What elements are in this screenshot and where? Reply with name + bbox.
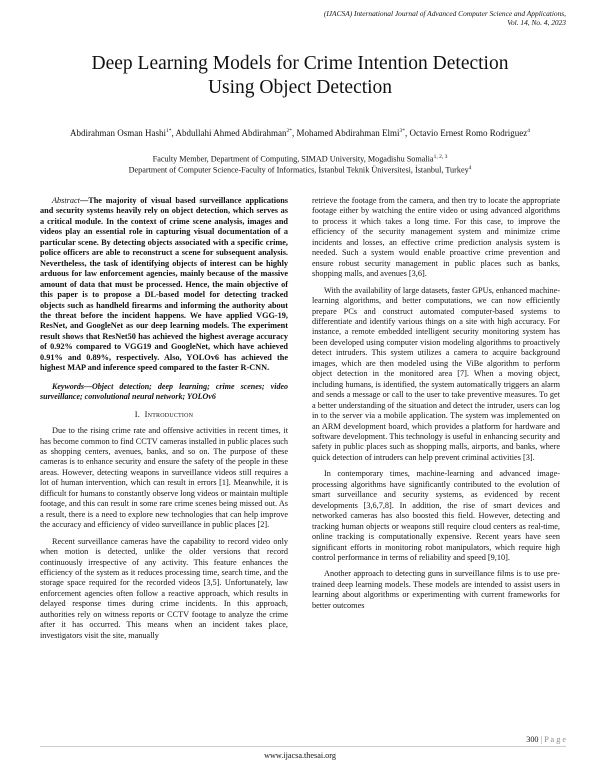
page-number xyxy=(526,735,566,744)
abstract-label: Abstract xyxy=(52,196,80,205)
abstract-text: —The majority of visual based surveillance applications and security systems heavily rely on object detection, which serves as a critical module. In the context of crime scene analysis, images and videos play an essential role in capturing visual documentation of a particular scene. By detecting objects associated with a specific crime, police officers are able to reconstruct a scene for subsequent analysis. Nevertheless, the task of identifying objects of interest can be highly arduous for law enforcement agencies, mainly because of the massive amount of data that must be processed. Hence, the main objective of this paper is to propose a DL-based model for detecting tracked objects such as handheld firearms and informing the authority about the threat before the incident happens. We have applied VGG-19, ResNet, and GoogleNet as our deep learning models. The experiment result shows that ResNet50 has achieved the highest average accuracy of 0.92% compared to VGG19 and GoogleNet, which have achieved 0.91% and 0.89%, respectively. Also, YOLOv6 has achieved the highest MAP and inference speed compared to the faster R-CNN. xyxy=(40,196,288,373)
paragraph: Recent surveillance cameras have the capability to record video only when motion is detected, unlike the older versions that record continuously irrespective of any activity. This feature enhances the efficiency of the system as it reduces processing time, search time, and the storage space required for the recorded videos [3,5]. Unfortunately, law enforcement agencies often follow a reactive approach, which results in delayed response times during crime incidents. In this approach, authorities rely on witness reports or CCTV footage to analyze the crime after it has occurred. This means when an incident takes place, investigators visit the site, manually xyxy=(40,536,288,640)
affiliation-2-text: Department of Computer Science-Faculty of Informatics, İstanbul Teknik Üniversitesi, İstanbul, Turkey xyxy=(128,165,469,175)
right-column xyxy=(312,196,560,617)
footer-divider xyxy=(40,746,566,747)
paragraph: Another approach to detecting guns in surveillance films is to use pre-trained deep learning models. These models are intended to assist users in learning about algorithms or experimenting with current frameworks for better outcomes xyxy=(312,569,560,610)
section-title: Introduction xyxy=(144,409,194,419)
paragraph: With the availability of large datasets, faster GPUs, enhanced machine-learning algorithms, and better computations, we can now efficiently prepare PCs and construct automated computer-based systems to differentiate and identify various things on a site with high accuracy. For instance, a remote embedded intelligent security monitoring system has been developed using computer vision modeling algorithms to proactively detect intruders. This system utilizes a camera to acquire background images, which are then modeled using the ViBe algorithm to perform object detection in the monitored area [7]. When a moving object, including humans, is identified, the system automatically triggers an alarm and sends a message or call to the user to take preventive measures. To get a better understanding of the situation and detect the intruder, users can log in to the server via a mobile application. The system was implemented on an ARM development board, which provides a platform for hardware and software development. This technology is useful in enhancing security and safety in public places such as shopping malls, airports, and banks, where quick detection of intruders can help prevent criminal activities [3]. xyxy=(312,285,560,462)
author-4: Octavio Ernest Romo Rodriguez xyxy=(409,128,528,138)
keywords: Keywords—Object detection; deep learning; crime scenes; video surveillance; convolutional neural network; YOLOv6 xyxy=(40,381,288,402)
author-3-sup: 3* xyxy=(399,128,405,134)
left-column xyxy=(40,196,288,647)
author-1-sup: 1* xyxy=(166,128,172,134)
author-list: Abdirahman Osman Hashi$^{1*}$, Abdullahi Ahmed Abdirahman$^{2*}$, Mohamed Abdirahman Elmi$^{3*}$, Octavio Ernest Romo Rodriguez$^4$ xyxy=(70,128,530,138)
page-number-value: 300 xyxy=(526,735,539,744)
author-4-sup: 4 xyxy=(527,128,530,134)
journal-name: (IJACSA) International Journal of Advanced Computer Science and Applications, xyxy=(323,9,566,18)
page-label: | P a g e xyxy=(540,735,566,744)
author-2-sup: 2* xyxy=(286,128,292,134)
affiliation-1-text: Faculty Member, Department of Computing, SIMAD University, Mogadishu Somalia xyxy=(152,154,434,164)
journal-volume: Vol. 14, No. 4, 2023 xyxy=(507,18,566,27)
affiliation-2 xyxy=(36,163,564,176)
paragraph: retrieve the footage from the camera, and then try to locate the appropriate footage either by watching the entire video or using advanced algorithms to process it which takes a long time. For this case, to improve the efficiency of the security management system and minimize crime incidents and losses, an effective crime prediction analysis system is needed. Such a system would enable proactive crime prevention and ensure robust security management in public places such as banks, shopping malls, and avenues [3,6]. xyxy=(312,196,560,279)
paper-title-line2: Using Object Detection xyxy=(207,77,393,98)
author-3: Mohamed Abdirahman Elmi xyxy=(296,128,400,138)
journal-url: www.ijacsa.thesai.org xyxy=(264,751,336,760)
author-1: Abdirahman Osman Hashi xyxy=(70,128,166,138)
paper-title xyxy=(30,52,570,100)
paragraph: Due to the rising crime rate and offensive activities in recent times, it has become common to find CCTV cameras installed in public places such as shopping centers, avenues, banks, and so on. The purpose of these cameras is to enhance security and ensure the safety of the people in these areas. However, detecting weapons in surveillance videos still requires a lot of human intervention, which can result in errors [1]. Meanwhile, it is difficult for humans to constantly observe long videos or maintain multiple footage, and this can result in some rare crime scenes being missed out. As a result, there is a need to explore new technologies that can help improve the accuracy and efficiency of video surveillance in public places [2]. xyxy=(40,426,288,530)
affiliation-1-sup: 1, 2, 3 xyxy=(433,154,448,160)
section-number: I. xyxy=(134,409,141,419)
affiliation-2-sup: 4 xyxy=(468,165,472,171)
author-2: Abdullahi Ahmed Abdirahman xyxy=(175,128,287,138)
paragraph: In contemporary times, machine-learning and advanced image-processing algorithms have significantly contributed to the evolution of smart surveillance and security systems, as evidenced by recent developments [3,6,7,8]. In addition, the rise of smart devices and networked cameras has also boosted this field. However, detecting and tracking human objects or weapons still require cloud centers as real-time, online tracking is computationally expensive. Recent years have seen significant efforts in monitoring robot manipulators, which require high control performance in terms of reliability and speed [9,10]. xyxy=(312,469,560,562)
abstract xyxy=(40,196,288,374)
journal-header xyxy=(324,9,566,27)
paper-title-line1: Deep Learning Models for Crime Intention Detection xyxy=(91,53,509,74)
section-heading-introduction xyxy=(40,410,288,420)
